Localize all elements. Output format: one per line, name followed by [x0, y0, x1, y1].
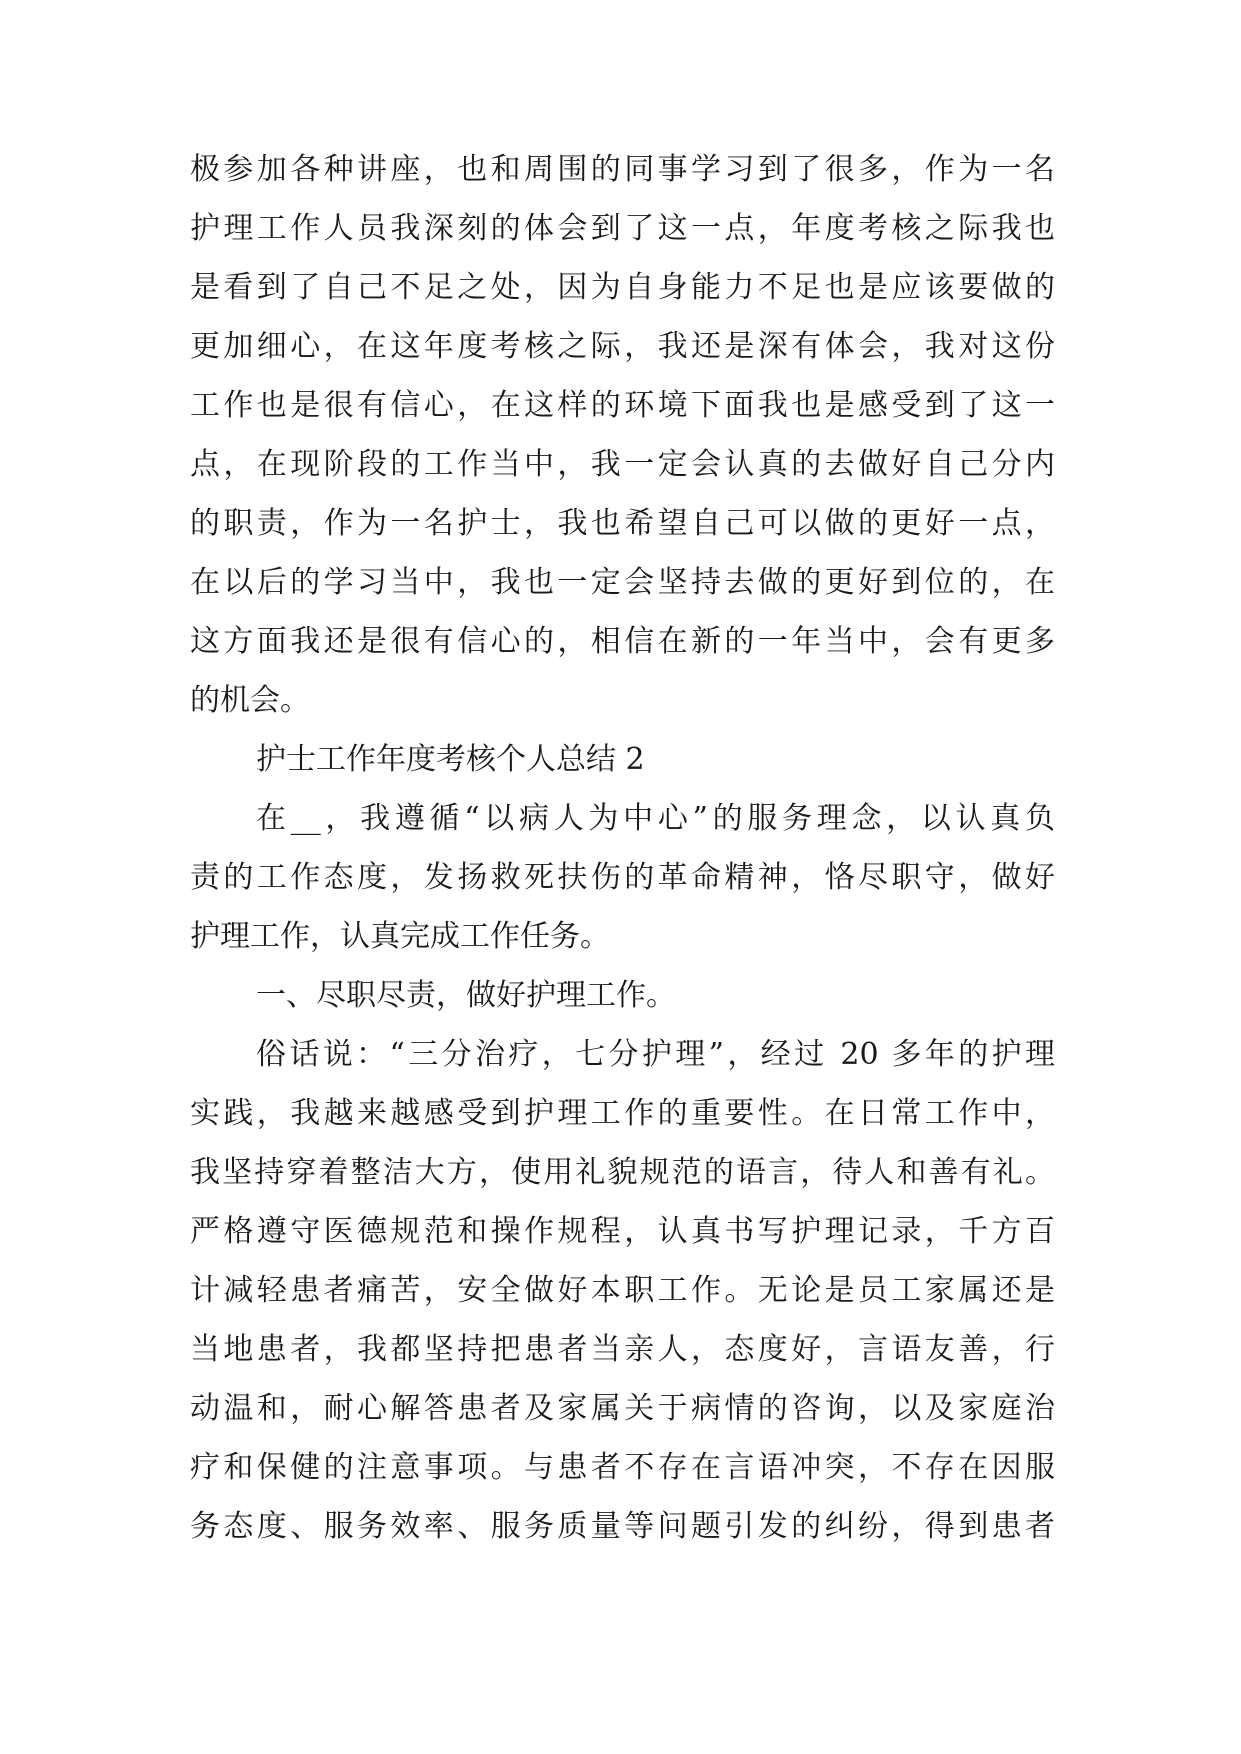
text-line: 疗和保健的注意事项。与患者不存在言语冲突，不存在因服	[190, 1450, 1055, 1485]
text-line: 责的工作态度，发扬救死扶伤的革命精神，恪尽职守，做好	[190, 860, 1055, 895]
subsection-heading: 一、尽职尽责，做好护理工作。	[256, 978, 676, 1013]
text-line: 动温和，耐心解答患者及家属关于病情的咨询，以及家庭治	[190, 1391, 1055, 1426]
text-line: 在以后的学习当中，我也一定会坚持去做的更好到位的，在	[190, 565, 1055, 600]
text-line: 这方面我还是很有信心的，相信在新的一年当中，会有更多	[190, 624, 1055, 659]
text-line: 的机会。	[190, 683, 310, 718]
text-line: 务态度、服务效率、服务质量等问题引发的纠纷，得到患者	[190, 1509, 1055, 1544]
text-line: 更加细心，在这年度考核之际，我还是深有体会，我对这份	[190, 329, 1055, 364]
text-line: 在__，我遵循“以病人为中心”的服务理念，以认真负	[256, 801, 1055, 836]
text-line: 我坚持穿着整洁大方，使用礼貌规范的语言，待人和善有礼。	[190, 1155, 1055, 1190]
text-line: 的职责，作为一名护士，我也希望自己可以做的更好一点，	[190, 506, 1055, 541]
text-line: 点，在现阶段的工作当中，我一定会认真的去做好自己分内	[190, 447, 1055, 482]
text-line: 当地患者，我都坚持把患者当亲人，态度好，言语友善，行	[190, 1332, 1055, 1367]
text-line: 极参加各种讲座，也和周围的同事学习到了很多，作为一名	[190, 152, 1055, 187]
section-heading: 护士工作年度考核个人总结 2	[256, 742, 645, 777]
text-line: 严格遵守医德规范和操作规程，认真书写护理记录，千方百	[190, 1214, 1055, 1249]
text-line: 实践，我越来越感受到护理工作的重要性。在日常工作中，	[190, 1096, 1055, 1131]
text-line: 护理工作人员我深刻的体会到了这一点，年度考核之际我也	[190, 211, 1055, 246]
text-line: 是看到了自己不足之处，因为自身能力不足也是应该要做的	[190, 270, 1055, 305]
text-line: 俗话说：“三分治疗，七分护理”，经过 20 多年的护理	[256, 1037, 1055, 1072]
text-line: 护理工作，认真完成工作任务。	[190, 919, 610, 954]
text-line: 计减轻患者痛苦，安全做好本职工作。无论是员工家属还是	[190, 1273, 1055, 1308]
text-line: 工作也是很有信心，在这样的环境下面我也是感受到了这一	[190, 388, 1055, 423]
